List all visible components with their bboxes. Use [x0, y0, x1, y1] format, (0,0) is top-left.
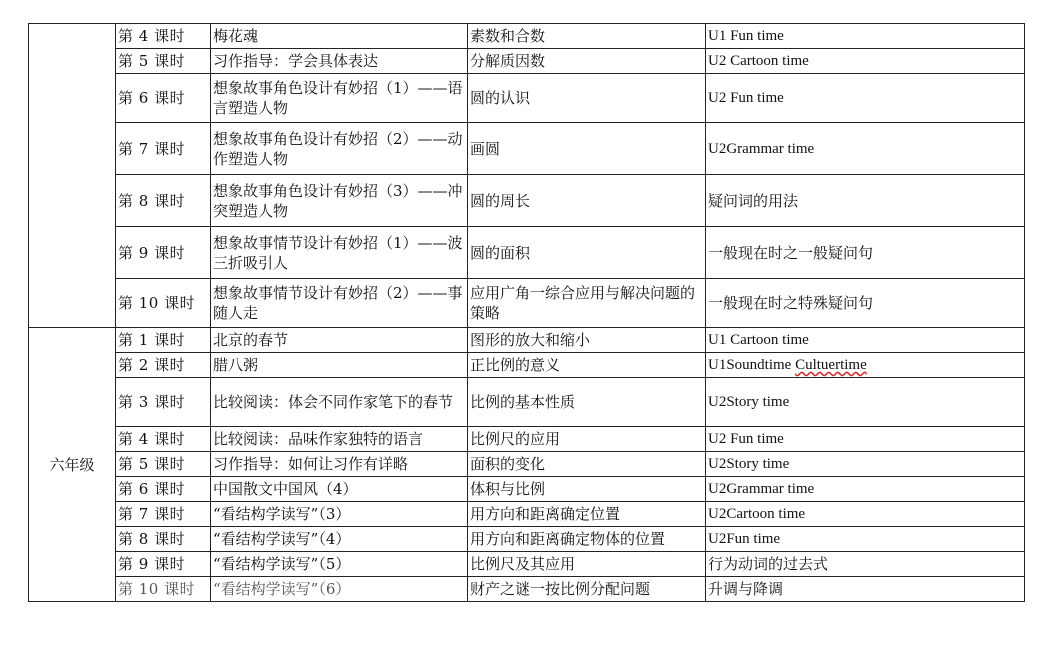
- math-cell: 比例尺的应用: [468, 427, 706, 452]
- chinese-cell: 想象故事角色设计有妙招（1）——语言塑造人物: [211, 74, 468, 123]
- lesson-schedule-table: [28, 23, 1025, 602]
- math-cell: 素数和合数: [468, 24, 706, 49]
- table-row: [29, 427, 1025, 452]
- chinese-cell: 想象故事角色设计有妙招（2）——动作塑造人物: [211, 123, 468, 175]
- table-row: [29, 378, 1025, 427]
- english-cell: 一般现在时之特殊疑问句: [706, 279, 1025, 328]
- chinese-cell: 中国散文中国风（4）: [211, 477, 468, 502]
- math-cell: 图形的放大和缩小: [468, 328, 706, 353]
- lesson-cell: 第 2 课时: [116, 353, 211, 378]
- chinese-cell: 腊八粥: [211, 353, 468, 378]
- lesson-cell: 第 8 课时: [116, 527, 211, 552]
- chinese-cell: 想象故事角色设计有妙招（3）——冲突塑造人物: [211, 175, 468, 227]
- lesson-cell: 第 7 课时: [116, 502, 211, 527]
- english-cell: U1 Fun time: [706, 24, 1025, 49]
- math-cell: 圆的周长: [468, 175, 706, 227]
- lesson-cell: 第 3 课时: [116, 378, 211, 427]
- lesson-cell: 第 8 课时: [116, 175, 211, 227]
- math-cell: 应用广角一综合应用与解决问题的策略: [468, 279, 706, 328]
- lesson-cell: 第 10 课时: [116, 577, 211, 602]
- math-cell: 圆的认识: [468, 74, 706, 123]
- english-cell: 升调与降调: [706, 577, 1025, 602]
- english-cell: U2Fun time: [706, 527, 1025, 552]
- chinese-cell: 习作指导：学会具体表达: [211, 49, 468, 74]
- chinese-cell: 北京的春节: [211, 328, 468, 353]
- chinese-cell: “看结构学读写”（4）: [211, 527, 468, 552]
- chinese-cell: 梅花魂: [211, 24, 468, 49]
- lesson-cell: 第 10 课时: [116, 279, 211, 328]
- english-cell: U2 Cartoon time: [706, 49, 1025, 74]
- lesson-cell: 第 4 课时: [116, 427, 211, 452]
- lesson-cell: 第 9 课时: [116, 227, 211, 279]
- english-cell: U2Story time: [706, 452, 1025, 477]
- math-cell: 比例的基本性质: [468, 378, 706, 427]
- english-cell: U2Grammar time: [706, 123, 1025, 175]
- math-cell: 财产之谜一按比例分配问题: [468, 577, 706, 602]
- table-row: [29, 227, 1025, 279]
- lesson-cell: 第 9 课时: [116, 552, 211, 577]
- lesson-cell: 第 4 课时: [116, 24, 211, 49]
- lesson-cell: 第 5 课时: [116, 452, 211, 477]
- table-row: [29, 175, 1025, 227]
- english-cell: 行为动词的过去式: [706, 552, 1025, 577]
- math-cell: 画圆: [468, 123, 706, 175]
- table-row: [29, 552, 1025, 577]
- english-cell: U2Story time: [706, 378, 1025, 427]
- table-row: [29, 49, 1025, 74]
- english-cell: U1 Cartoon time: [706, 328, 1025, 353]
- english-cell: 疑问词的用法: [706, 175, 1025, 227]
- lesson-cell: 第 6 课时: [116, 74, 211, 123]
- math-cell: 用方向和距离确定位置: [468, 502, 706, 527]
- chinese-cell: “看结构学读写”（3）: [211, 502, 468, 527]
- english-cell: [706, 353, 1025, 378]
- table-row: [29, 328, 1025, 353]
- table-row: [29, 452, 1025, 477]
- math-cell: 圆的面积: [468, 227, 706, 279]
- misspelled-word: Cultuertime: [795, 357, 867, 373]
- lesson-cell: 第 1 课时: [116, 328, 211, 353]
- chinese-cell: 习作指导：如何让习作有详略: [211, 452, 468, 477]
- table-row: [29, 577, 1025, 602]
- table-row: [29, 123, 1025, 175]
- table-row: [29, 502, 1025, 527]
- lesson-cell: 第 7 课时: [116, 123, 211, 175]
- lesson-cell: 第 6 课时: [116, 477, 211, 502]
- table-row: [29, 24, 1025, 49]
- chinese-cell: 比较阅读：体会不同作家笔下的春节: [211, 378, 468, 427]
- grade-cell: 六年级: [29, 328, 116, 602]
- english-cell: U2Cartoon time: [706, 502, 1025, 527]
- english-cell: U2 Fun time: [706, 427, 1025, 452]
- english-cell: U2Grammar time: [706, 477, 1025, 502]
- grade-cell-empty: [29, 24, 116, 328]
- chinese-cell: 想象故事情节设计有妙招（2）——事随人走: [211, 279, 468, 328]
- math-cell: 面积的变化: [468, 452, 706, 477]
- table-row: [29, 353, 1025, 378]
- math-cell: 比例尺及其应用: [468, 552, 706, 577]
- english-cell: U2 Fun time: [706, 74, 1025, 123]
- table-row: [29, 74, 1025, 123]
- table-row: [29, 279, 1025, 328]
- table-row: [29, 527, 1025, 552]
- chinese-cell: “看结构学读写”（5）: [211, 552, 468, 577]
- chinese-cell: 比较阅读：品味作家独特的语言: [211, 427, 468, 452]
- chinese-cell: “看结构学读写”（6）: [211, 577, 468, 602]
- math-cell: 体积与比例: [468, 477, 706, 502]
- chinese-cell: 想象故事情节设计有妙招（1）——波三折吸引人: [211, 227, 468, 279]
- math-cell: 正比例的意义: [468, 353, 706, 378]
- english-cell: 一般现在时之一般疑问句: [706, 227, 1025, 279]
- lesson-cell: 第 5 课时: [116, 49, 211, 74]
- math-cell: 用方向和距离确定物体的位置: [468, 527, 706, 552]
- math-cell: 分解质因数: [468, 49, 706, 74]
- english-text: U1Soundtime: [708, 357, 796, 373]
- table-row: [29, 477, 1025, 502]
